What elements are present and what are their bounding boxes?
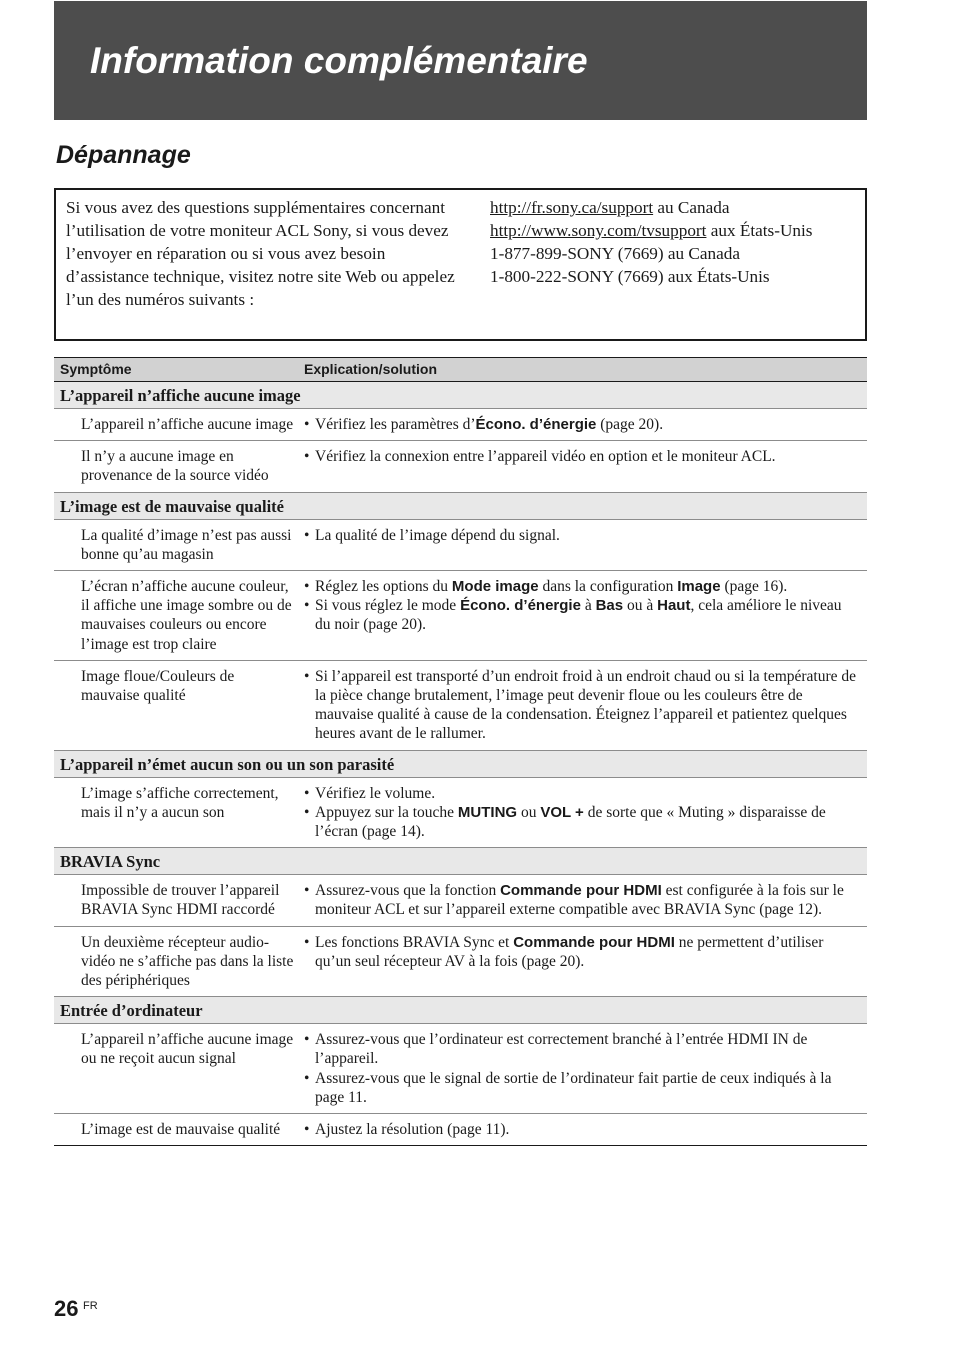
table-row	[54, 778, 867, 849]
solution-text	[315, 803, 859, 841]
solution-cell	[304, 784, 859, 842]
text-segment: Appuyez sur la touche	[315, 803, 458, 821]
solution-text	[315, 667, 859, 744]
text-segment: ou à	[623, 597, 658, 615]
solution-cell	[304, 1120, 859, 1139]
solution-text	[315, 526, 859, 545]
setting-name: Mode image	[451, 578, 539, 596]
setting-name: Commande pour HDMI	[513, 933, 675, 951]
bullet-icon: •	[304, 578, 310, 596]
text-segment: à	[580, 597, 596, 615]
symptom-cell: Impossible de trouver l’appareil BRAVIA Sync HDMI raccordé	[81, 882, 280, 919]
setting-name: MUTING	[457, 803, 518, 821]
bullet-icon: •	[304, 1031, 310, 1049]
solution-cell	[304, 881, 859, 919]
setting-name: Bas	[595, 597, 624, 615]
contact-line	[490, 242, 870, 265]
setting-name: Écono. d’énergie	[460, 597, 581, 615]
solution-bullet	[304, 881, 859, 919]
contact-line	[490, 219, 870, 242]
text-segment: Assurez-vous que le signal de sortie de l’ordinateur fait partie de ceux indiqués à la page 11.	[315, 1069, 832, 1106]
text-segment: , cela améliore le niveau du noir (page 20).	[315, 597, 842, 634]
text-segment: Assurez-vous que la fonction	[315, 882, 501, 900]
solution-text	[315, 784, 859, 803]
support-link[interactable]: http://fr.sony.ca/support	[490, 198, 654, 217]
troubleshooting-table	[54, 357, 867, 1146]
bullet-icon: •	[304, 933, 310, 951]
text-segment: Vérifiez le volume.	[315, 784, 436, 802]
table-body	[54, 382, 867, 1146]
solution-bullet	[304, 803, 859, 841]
solution-bullet	[304, 1030, 859, 1068]
text-segment: (page 20).	[596, 416, 664, 433]
symptom-cell: L’image s’affiche correctement, mais il n’y a aucun son	[81, 784, 279, 821]
bullet-icon: •	[304, 1121, 310, 1139]
contact-line	[490, 265, 870, 288]
support-intro-text: Si vous avez des questions supplémentaires concernant l’utilisation de votre moniteur ACL Sony, si vous devez l’envoyer en réparation ou si vous avez besoin d’assistance technique, visitez notre site Web ou appelez l’un des numéros suivants :	[66, 198, 455, 309]
solution-bullet	[304, 526, 859, 545]
bullet-icon: •	[304, 597, 310, 615]
solution-bullet	[304, 784, 859, 803]
text-segment: Vérifiez la connexion entre l’appareil vidéo en option et le moniteur ACL.	[315, 448, 776, 466]
solution-text	[315, 1120, 859, 1139]
solution-cell	[304, 1030, 859, 1107]
solution-bullet	[304, 415, 859, 434]
contact-text: aux États-Unis	[706, 221, 813, 240]
table-row	[54, 1024, 867, 1114]
contact-text: au Canada	[653, 198, 730, 217]
support-link[interactable]: http://www.sony.com/tvsupport	[490, 221, 707, 240]
solution-cell	[304, 447, 859, 485]
text-segment: est configurée à la fois sur le moniteur ACL et sur l’appareil externe compatible avec BRAVIA Sync (page 12).	[315, 882, 844, 919]
header-symptom: Symptôme	[60, 361, 132, 377]
symptom-cell: L’image est de mauvaise qualité	[81, 1121, 281, 1139]
solution-bullet	[304, 933, 859, 971]
solution-bullet	[304, 596, 859, 634]
category-row: L’image est de mauvaise qualité	[54, 493, 867, 520]
table-row	[54, 1114, 867, 1146]
table-header	[54, 357, 867, 382]
solution-cell	[304, 415, 859, 434]
category-row: L’appareil n’affiche aucune image	[54, 382, 867, 409]
text-segment: Vérifiez les paramètres d’	[315, 416, 476, 433]
table-row	[54, 927, 867, 998]
solution-bullet	[304, 667, 859, 744]
solution-text	[315, 577, 859, 596]
text-segment: ne permettent d’utiliser qu’un seul récepteur AV à la fois (page 20).	[315, 933, 824, 970]
solution-text	[315, 933, 859, 971]
solution-bullet	[304, 1120, 859, 1139]
solution-cell	[304, 933, 859, 991]
text-segment: Ajustez la résolution (page 11).	[315, 1121, 510, 1139]
text-segment: (page 16).	[720, 578, 788, 596]
category-row: L’appareil n’émet aucun son ou un son parasité	[54, 751, 867, 778]
contact-text: 1-877-899-SONY (7669) au Canada	[490, 244, 740, 263]
solution-text	[315, 1030, 859, 1068]
header-solution: Explication/solution	[304, 361, 438, 377]
text-segment: Réglez les options du	[315, 578, 452, 596]
page-number: 26	[54, 1296, 79, 1321]
bullet-icon: •	[304, 803, 310, 821]
setting-name: Écono. d’énergie	[475, 416, 597, 433]
support-contacts	[490, 196, 870, 288]
text-segment: ou	[517, 803, 541, 821]
solution-bullet	[304, 1069, 859, 1107]
text-segment: Si l’appareil est transporté d’un endroit froid à un endroit chaud ou si la température de la pièce change brutalement, l’image peut devenir floue ou les couleurs être de mauvaise qualité à cause de la condensation. Éteignez l’appareil et patientez quelques heures avant de le rallumer.	[315, 667, 857, 743]
bullet-icon: •	[304, 784, 310, 802]
table-row	[54, 441, 867, 492]
text-segment: La qualité de l’image dépend du signal.	[315, 526, 560, 544]
section-title: Dépannage	[56, 141, 191, 169]
text-segment: de sorte que « Muting » disparaisse de l’écran (page 14).	[315, 803, 826, 841]
symptom-cell: Un deuxième récepteur audio-vidéo ne s’affiche pas dans la liste des périphériques	[81, 933, 294, 990]
chapter-title: Information complémentaire	[90, 40, 588, 81]
table-row	[54, 409, 867, 441]
category-row: BRAVIA Sync	[54, 848, 867, 875]
solution-text	[315, 596, 859, 634]
solution-text	[315, 881, 859, 919]
chapter-banner	[54, 1, 867, 120]
symptom-cell: L’appareil n’affiche aucune image	[81, 416, 294, 433]
solution-bullet	[304, 577, 859, 596]
text-segment: Si vous réglez le mode	[315, 597, 461, 615]
page-language: FR	[83, 1300, 98, 1312]
setting-name: Commande pour HDMI	[500, 882, 662, 900]
setting-name: Haut	[657, 597, 691, 615]
symptom-cell: L’appareil n’affiche aucune image ou ne reçoit aucun signal	[81, 1031, 294, 1068]
symptom-cell: Image floue/Couleurs de mauvaise qualité	[81, 667, 235, 705]
setting-name: Image	[677, 578, 721, 596]
text-segment: Assurez-vous que l’ordinateur est correctement branché à l’entrée HDMI IN de l’appareil.	[315, 1031, 808, 1068]
symptom-cell: L’écran n’affiche aucune couleur, il affiche une image sombre ou de mauvaises couleurs ou encore l’image est trop claire	[81, 578, 292, 653]
contact-text: 1-800-222-SONY (7669) aux États-Unis	[490, 267, 770, 286]
symptom-cell: Il n’y a aucune image en provenance de la source vidéo	[81, 448, 269, 485]
solution-cell	[304, 526, 859, 564]
table-row	[54, 661, 867, 751]
table-row	[54, 520, 867, 571]
solution-bullet	[304, 447, 859, 466]
bullet-icon: •	[304, 667, 310, 685]
text-segment: Les fonctions BRAVIA Sync et	[315, 933, 514, 951]
support-info-box	[54, 188, 867, 341]
solution-text	[315, 415, 859, 434]
solution-text	[315, 447, 859, 466]
bullet-icon: •	[304, 448, 310, 466]
table-row	[54, 875, 867, 926]
solution-cell	[304, 577, 859, 654]
bullet-icon: •	[304, 526, 310, 544]
setting-name: VOL +	[540, 803, 584, 821]
symptom-cell: La qualité d’image n’est pas aussi bonne qu’au magasin	[81, 526, 292, 563]
bullet-icon: •	[304, 416, 310, 433]
category-row: Entrée d’ordinateur	[54, 997, 867, 1024]
table-row	[54, 571, 867, 661]
bullet-icon: •	[304, 1069, 310, 1087]
solution-text	[315, 1069, 859, 1107]
contact-line	[490, 196, 870, 219]
bullet-icon: •	[304, 882, 310, 900]
solution-cell	[304, 667, 859, 744]
text-segment: dans la configuration	[538, 578, 678, 596]
